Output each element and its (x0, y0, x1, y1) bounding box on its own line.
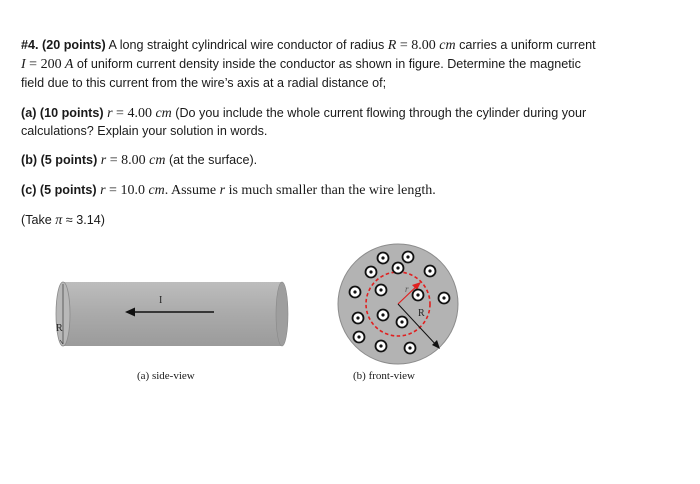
question-points: (20 points) (42, 38, 106, 52)
current-value: 200 (40, 57, 62, 72)
question-line-3: field due to this current from the wire’s axis at a radial distance of; (21, 76, 387, 90)
current-dot-center (379, 344, 382, 347)
cylinder-body (63, 282, 282, 346)
cylinder-right-end (276, 282, 288, 346)
current-dot-center (416, 293, 419, 296)
question-text-2: of uniform current density inside the conductor as shown in figure. Determine the magnetic (73, 57, 581, 71)
current-dot-center (408, 346, 411, 349)
part-b-label: (b) (21, 153, 38, 167)
front-r-label: r (405, 284, 409, 294)
question-text-1: A long straight cylindrical wire conductor of radius (105, 38, 388, 52)
question-number: #4. (21, 38, 39, 52)
current-dot-center (353, 290, 356, 293)
current-dot-center (400, 320, 403, 323)
part-a-equals: = (112, 106, 128, 121)
part-a-text: (Do you include the whole current flowing through the cylinder during your (171, 106, 587, 120)
part-c-text-2: is much smaller than the wire length. (225, 183, 436, 198)
side-radius-label: R (56, 323, 63, 334)
part-b-r-variable: r (100, 153, 107, 168)
current-dot-center (357, 335, 360, 338)
side-view-figure (56, 282, 288, 346)
part-c-equals: = (105, 183, 121, 198)
part-a-value: 4.00 (127, 106, 152, 121)
part-b-value: 8.00 (121, 153, 146, 168)
part-b-equals: = (106, 153, 122, 168)
part-b-unit: cm (145, 153, 166, 168)
part-a-line-2: calculations? Explain your solution in words. (21, 124, 268, 138)
current-variable: I (21, 57, 26, 72)
current-dot-center (406, 255, 409, 258)
current-dot-center (369, 270, 372, 273)
caption-front-view: (b) front-view (353, 370, 416, 382)
equals-sign: = (396, 38, 412, 53)
take-open: (Take (21, 213, 56, 227)
part-b-text: (at the surface). (165, 153, 258, 167)
part-b-points: (5 points) (40, 153, 98, 167)
part-a-points: (10 points) (39, 106, 104, 120)
current-dot-center (356, 316, 359, 319)
pi-symbol: π (55, 213, 63, 228)
current-dot-center (381, 256, 384, 259)
radius-value: 8.00 (411, 38, 436, 53)
current-dot-center (379, 288, 382, 291)
part-a-r-variable: r (107, 106, 113, 121)
front-R-label: R (418, 308, 425, 319)
part-c-r-variable-2: r (219, 183, 226, 198)
part-c-r-variable: r (100, 183, 106, 198)
part-c-value: 10.0 (120, 183, 145, 198)
take-approx: ≈ 3.14) (62, 213, 105, 227)
part-a-unit: cm (151, 106, 172, 121)
part-a-label: (a) (21, 106, 37, 120)
part-c-points: (5 points) (39, 183, 97, 197)
caption-side-view: (a) side-view (137, 370, 195, 382)
side-current-label: I (159, 295, 163, 306)
radius-variable: R (387, 38, 397, 53)
current-dot-center (396, 266, 399, 269)
part-c-text-1: . Assume (164, 183, 220, 198)
question-text-1-tail: carries a uniform current (455, 38, 596, 52)
current-dot-center (442, 296, 445, 299)
current-dot-center (381, 313, 384, 316)
part-c-label: (c) (21, 183, 37, 197)
radius-unit: cm (435, 38, 456, 53)
current-unit: A (61, 57, 74, 72)
current-dot-center (428, 269, 431, 272)
equals-sign-2: = (25, 57, 41, 72)
front-view-figure (338, 244, 458, 364)
part-c-unit: cm (144, 183, 165, 198)
